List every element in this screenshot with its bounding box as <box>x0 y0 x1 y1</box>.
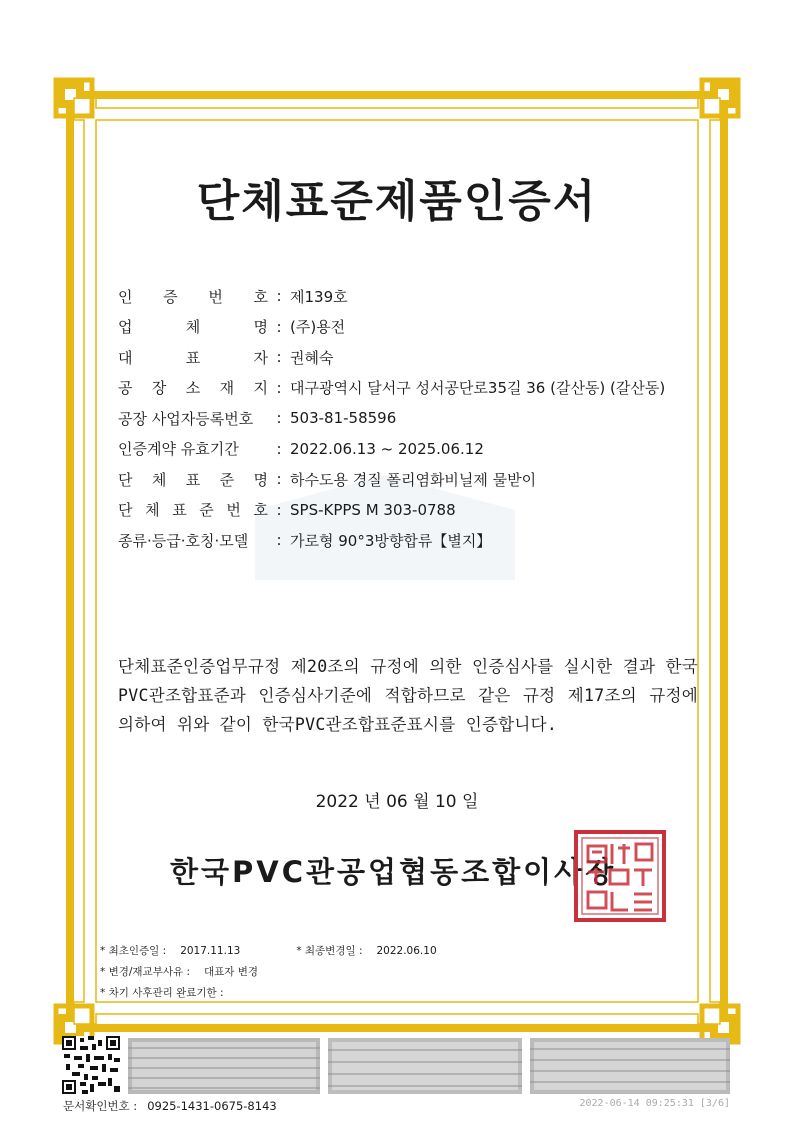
note-value: 2017.11.13 <box>180 944 241 957</box>
document-verification-number <box>63 1098 277 1114</box>
field-row <box>118 281 718 312</box>
field-colon: : <box>276 378 282 397</box>
security-pattern-block <box>328 1038 522 1094</box>
issuer-name: 한국PVC관공업협동조합이사장 <box>170 855 617 889</box>
doc-number-label: 문서확인번호 : <box>63 1099 138 1113</box>
security-pattern-block <box>530 1038 730 1094</box>
field-row <box>118 495 718 526</box>
field-value: 권혜숙 <box>290 348 334 367</box>
note-row <box>100 961 660 982</box>
qr-code-icon <box>62 1036 120 1094</box>
field-value: 가로형 90°3방향합류【별지】 <box>290 531 492 550</box>
field-value: 2022.06.13 ~ 2025.06.12 <box>290 439 484 458</box>
certificate-notes <box>100 940 660 1003</box>
field-label: 단 체 표 준 명 <box>118 470 268 489</box>
field-colon: : <box>276 470 282 489</box>
field-colon: : <box>276 531 282 550</box>
note-label: * 변경/재교부사유 : <box>100 966 191 978</box>
field-row <box>118 525 718 556</box>
field-colon: : <box>276 439 282 458</box>
field-value: 503-81-58596 <box>290 409 397 428</box>
official-seal-stamp <box>572 828 668 924</box>
field-row <box>118 373 718 404</box>
field-value: 제139호 <box>290 287 348 306</box>
certification-statement: 단체표준인증업무규정 제20조의 규정에 의한 인증심사를 실시한 결과 한국PVC관조합표준과 인증심사기준에 적합하므로 같은 규정 제17조의 규정에 의하여 위와 같이 한국PVC관조합표준표시를 인증합니다. <box>118 657 698 734</box>
field-label: 단 체 표 준 번 호 <box>118 501 268 520</box>
note-value: 대표자 변경 <box>204 966 259 978</box>
field-label: 공장 사업자등록번호 <box>118 409 254 428</box>
note-row <box>100 982 660 1003</box>
print-timestamp: 2022-06-14 09:25:31 [3/6] <box>579 1098 730 1109</box>
field-label: 대 표 자 <box>118 348 268 367</box>
note-item <box>100 964 258 979</box>
doc-number-value: 0925-1431-0675-8143 <box>147 1099 277 1113</box>
field-colon: : <box>276 317 282 336</box>
field-colon: : <box>276 500 282 519</box>
field-row <box>118 403 718 434</box>
field-row <box>118 434 718 465</box>
field-colon: : <box>276 348 282 367</box>
note-row <box>100 940 660 961</box>
note-label: * 차기 사후관리 완료기한 : <box>100 987 224 999</box>
field-label: 공 장 소 재 지 <box>118 379 268 398</box>
field-label: 업 체 명 <box>118 318 268 337</box>
security-pattern-block <box>128 1038 320 1094</box>
certificate-title: 단체표준제품인증서 <box>196 176 598 227</box>
note-item <box>100 943 240 958</box>
field-value: 하수도용 경질 폴리염화비닐제 물받이 <box>290 470 537 489</box>
note-item <box>100 985 238 1000</box>
note-value: 2022.06.10 <box>376 944 437 957</box>
field-label: 종류·등급·호칭·모델 <box>118 531 249 550</box>
field-label: 인증계약 유효기간 <box>118 440 239 459</box>
note-item <box>296 943 436 958</box>
field-value: 대구광역시 달서구 성서공단로35길 36 (갈산동) (갈산동) <box>290 379 666 398</box>
document-verification-strip <box>62 1036 732 1098</box>
field-colon: : <box>276 409 282 428</box>
note-label: * 최종변경일 : <box>296 945 363 957</box>
note-label: * 최초인증일 : <box>100 945 167 957</box>
field-row <box>118 312 718 343</box>
field-row <box>118 464 718 495</box>
field-value: SPS-KPPS M 303-0788 <box>290 500 456 519</box>
field-row <box>118 342 718 373</box>
issue-date: 2022 년 06 월 10 일 <box>315 792 479 812</box>
certificate-fields <box>118 281 718 556</box>
field-value: (주)용전 <box>290 318 346 337</box>
field-label: 인 증 번 호 <box>118 287 268 306</box>
field-colon: : <box>276 287 282 306</box>
